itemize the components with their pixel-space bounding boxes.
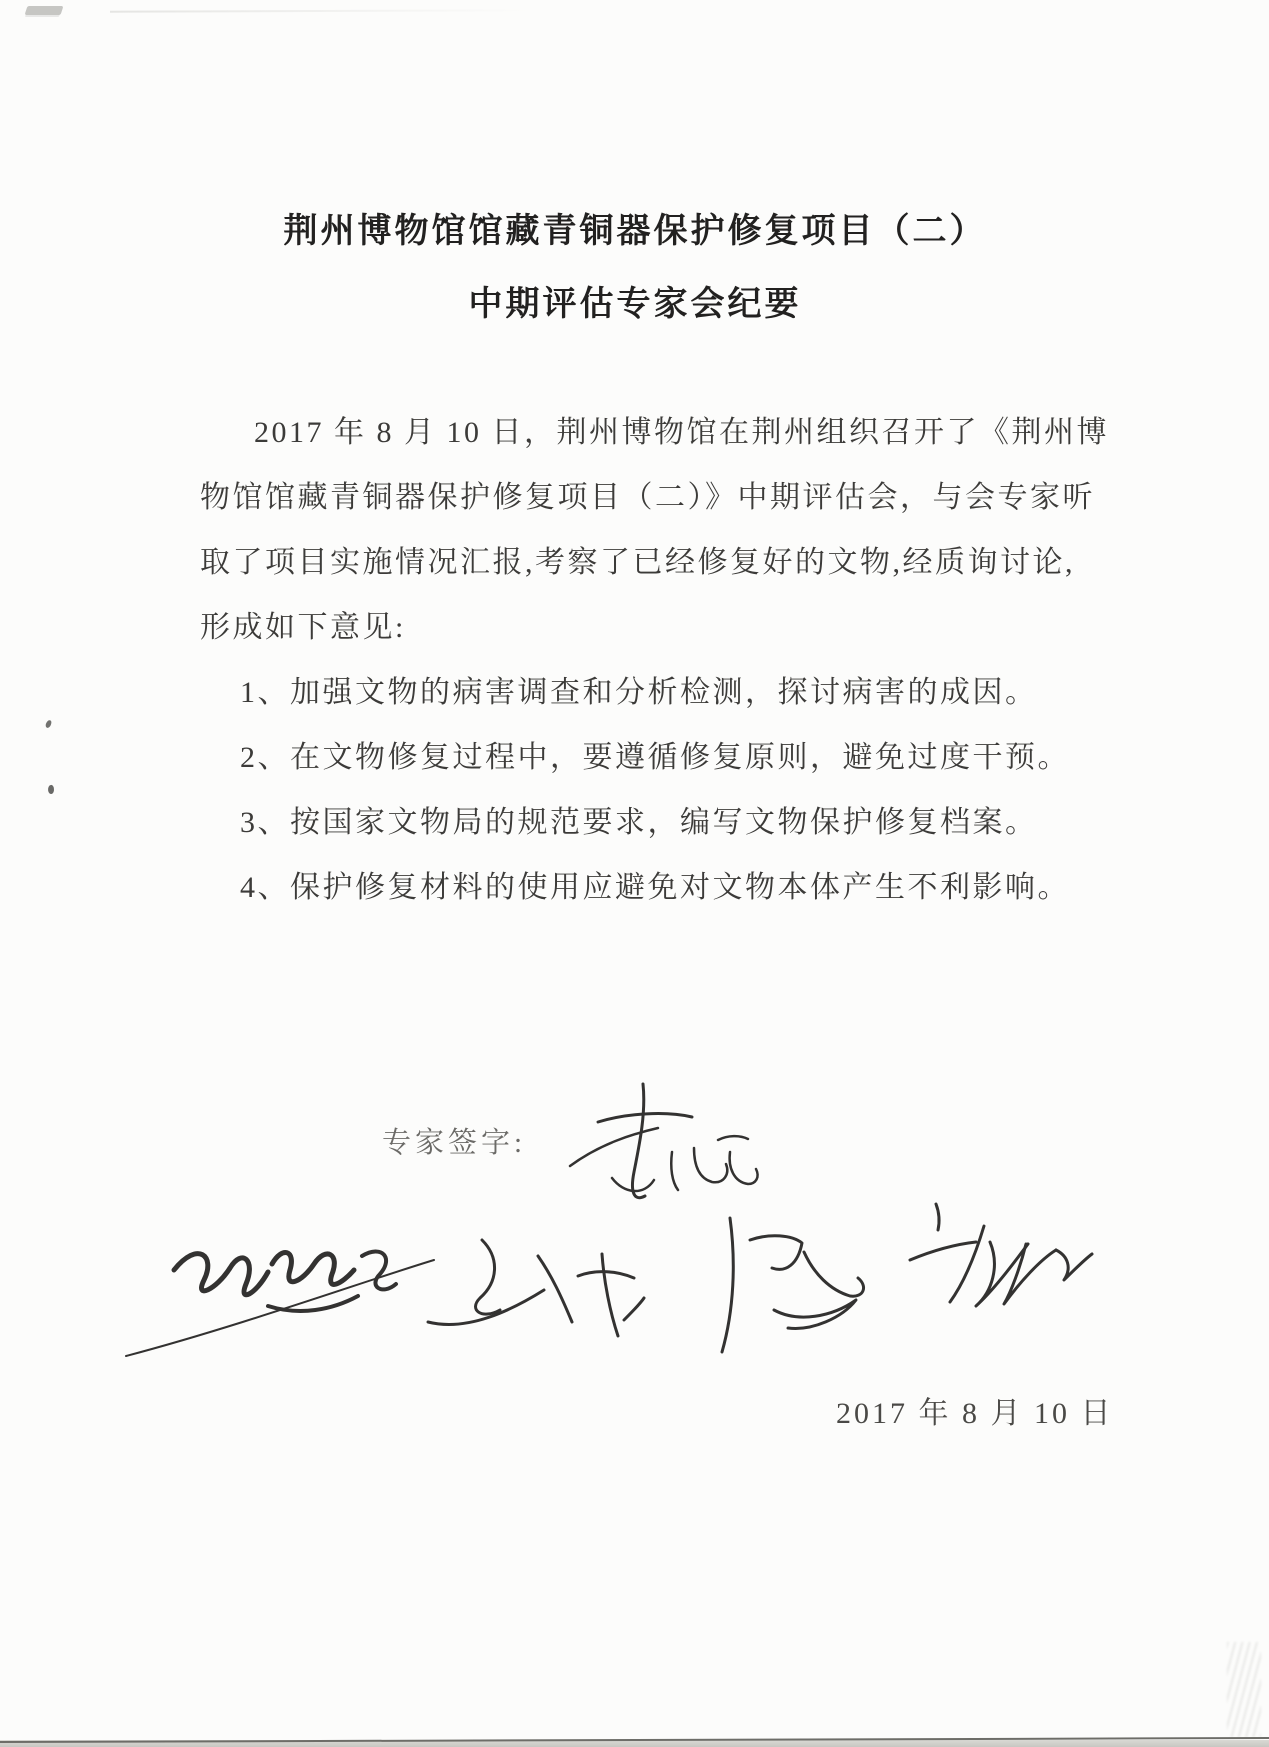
opinion-item-3: 3、按国家文物局的规范要求，编写文物保护修复档案。 [240, 806, 1038, 839]
handwritten-signature-5 [892, 1198, 1092, 1323]
document-title-line-1: 荆州博物馆馆藏青铜器保护修复项目（二） [283, 212, 987, 250]
handwritten-signature-1 [540, 1078, 750, 1210]
paragraph-line: 2017 年 8 月 10 日，荆州博物馆在荆州组织召开了《荆州博 [254, 416, 1109, 449]
ink-speck [47, 785, 54, 795]
document-body [200, 400, 1109, 920]
scan-smudge [25, 6, 64, 15]
handwritten-signature-2 [118, 1218, 448, 1363]
paragraph-line: 物馆馆藏青铜器保护修复项目（二）》中期评估会，与会专家听 [200, 481, 1095, 514]
ink-speck [45, 719, 52, 728]
handwritten-signature-3 [420, 1232, 645, 1352]
signature-label: 专家签字: [382, 1127, 527, 1159]
scan-smudge [1227, 1642, 1261, 1737]
opinion-item-1: 1、加强文物的病害调查和分析检测，探讨病害的成因。 [240, 676, 1038, 709]
opinion-item-4: 4、保护修复材料的使用应避免对文物本体产生不利影响。 [240, 871, 1070, 904]
paragraph-line: 形成如下意见: [200, 611, 406, 644]
document-date: 2017 年 8 月 10 日 [836, 1397, 1114, 1430]
scan-edge-artifact [110, 9, 530, 12]
paragraph-line: 取了项目实施情况汇报,考察了已经修复好的文物,经质询讨论, [200, 546, 1075, 579]
opinion-item-2: 2、在文物修复过程中，要遵循修复原则，避免过度干预。 [240, 741, 1070, 774]
handwritten-signature-4 [692, 1210, 877, 1360]
document-title-line-2: 中期评估专家会纪要 [468, 285, 802, 323]
